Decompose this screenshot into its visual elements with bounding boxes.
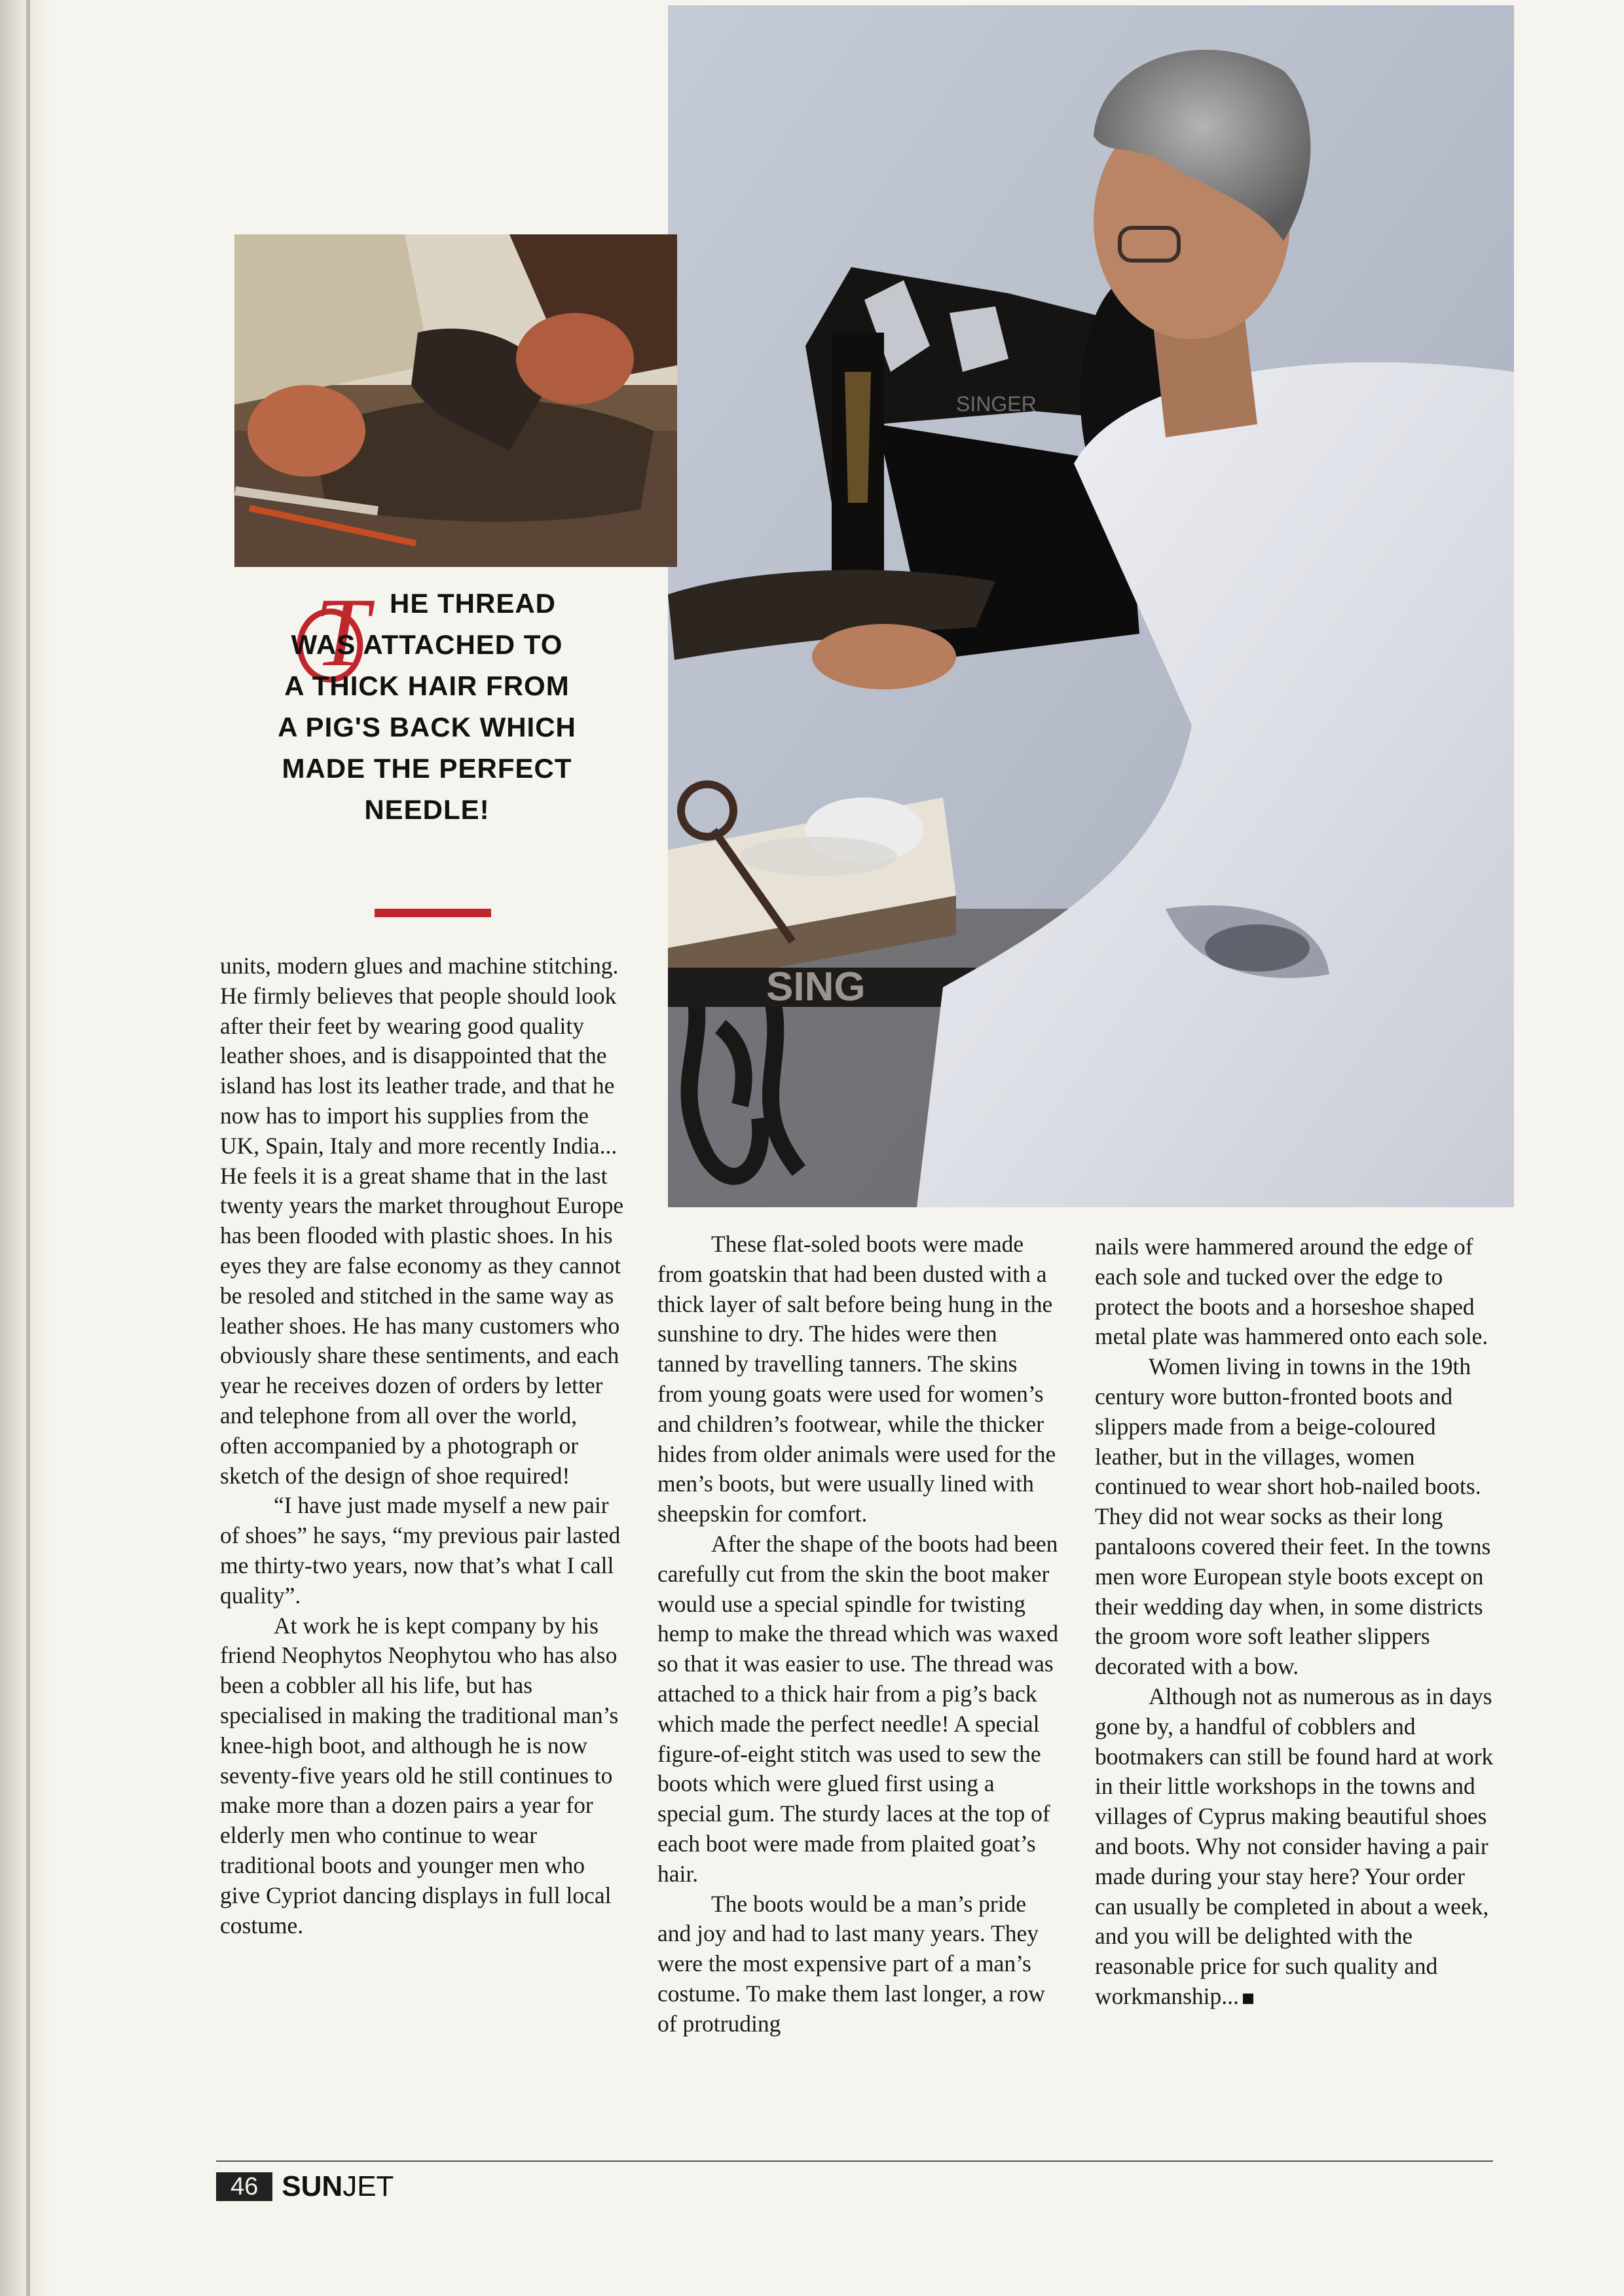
paragraph: After the shape of the boots had been carefully cut from the skin the boot maker would use a special spindle for twisting hemp to make the thread which was waxed so that it was easier to use. The thread was attached to a thick hair from a pig’s back which made the perfect needle! A special figure-of-eight stitch was used to sew the boots which were glued first using a special gum. The sturdy laces at the top of each boot were made from plaited goat’s hair. xyxy=(657,1530,1059,1887)
pull-quote-line: MADE THE PERFECT xyxy=(282,753,572,784)
pull-quote-line: HE THREAD xyxy=(389,588,556,619)
pull-quote-line: A PIG'S BACK WHICH xyxy=(278,712,576,742)
pull-quote-rule xyxy=(375,909,491,917)
paragraph: units, modern glues and machine stitching. He firmly believes that people should look after their feet by wearing good quality leather shoes, and is disappointed that the island has lost its leather trade, and that he now has to import his supplies from the UK, Spain, Italy and more recently India... He feels it is a great shame that in the last twenty years the market throughout Europe has been flooded with plastic shoes. In his eyes they are false economy as they cannot be resoled and stitched in the same way as leather shoes. He has many customers who obviously share these sentiments, and each year he receives dozen of orders by letter and telephone from all over the world, often accompanied by a photograph or sketch of the design of shoe required! xyxy=(220,953,624,1489)
footer-rule xyxy=(216,2160,1493,2162)
magazine-name xyxy=(282,2170,394,2203)
binding-line xyxy=(26,0,30,2296)
hands-leather-photo xyxy=(234,234,677,567)
cobbler-photo xyxy=(668,5,1514,1207)
pull-quote-line: A THICK HAIR FROM xyxy=(284,670,570,701)
magazine-name-bold: SUN xyxy=(282,2170,343,2202)
dropcap-text: T xyxy=(314,578,369,685)
paragraph: nails were hammered around the edge of each sole and tucked over the edge to protect the boots and a horseshoe shaped metal plate was hammered onto each sole. xyxy=(1095,1233,1488,1350)
magazine-name-rest: JET xyxy=(342,2170,394,2202)
paragraph: These flat-soled boots were made from goatskin that had been dusted with a thick layer of salt before being hung in the sunshine to dry. The hides were then tanned by travelling tanners. The skins from young goats were used for women’s and children’s footwear, while the thicker hides from older animals were used for the men’s boots, but were usually lined with sheepskin for comfort. xyxy=(657,1231,1056,1527)
paragraph: “I have just made myself a new pair of shoes” he says, “my previous pair lasted me thirty-two years, now that’s what I call quality”. xyxy=(220,1492,621,1609)
pull-quote-line: NEEDLE! xyxy=(364,794,490,825)
folio xyxy=(216,2172,394,2201)
text-column-1 xyxy=(220,951,627,1941)
machine-base-lettering: SING xyxy=(766,964,866,1010)
paragraph xyxy=(1095,1682,1496,2012)
page-number: 46 xyxy=(216,2172,272,2201)
pull-quote xyxy=(257,583,597,830)
machine-brand-lettering: SINGER xyxy=(956,392,1037,416)
paragraph-text: Although not as numerous as in days gone by, a handful of cobblers and bootmakers can still be found hard at work in their little workshops in the towns and villages of Cyprus making beautiful shoes and boots. Why not consider having a pair made during your stay here? Your order can usually be completed in about a week, and you will be delighted with the reasonable price for such quality and workmanship... xyxy=(1095,1683,1494,2009)
paragraph: The boots would be a man’s pride and joy and had to last many years. They were the most expensive part of a man’s costume. To make them last longer, a row of protruding xyxy=(657,1890,1045,2037)
paragraph: At work he is kept company by his friend Neophytos Neophytou who has also been a cobbler all his life, but has specialised in making the traditional man’s knee-high boot, and although he is now seventy-five years old he still continues to make more than a dozen pairs a year for elderly men who continue to wear traditional boots and younger men who give Cypriot dancing displays in full local costume. xyxy=(220,1612,619,1939)
end-mark xyxy=(1243,1994,1253,2004)
text-column-3 xyxy=(1095,1232,1496,2012)
pull-quote-line: WAS ATTACHED TO xyxy=(291,629,563,660)
text-column-2 xyxy=(657,1230,1063,2039)
paragraph: Women living in towns in the 19th century wore button-fronted boots and slippers made from a beige-coloured leather, but in the villages, women continued to wear short hob-nailed boots. They did not wear socks as their long pantaloons covered their feet. In the towns men wore European style boots except on their wedding day when, in some districts the groom wore soft leather slippers decorated with a bow. xyxy=(1095,1353,1491,1680)
